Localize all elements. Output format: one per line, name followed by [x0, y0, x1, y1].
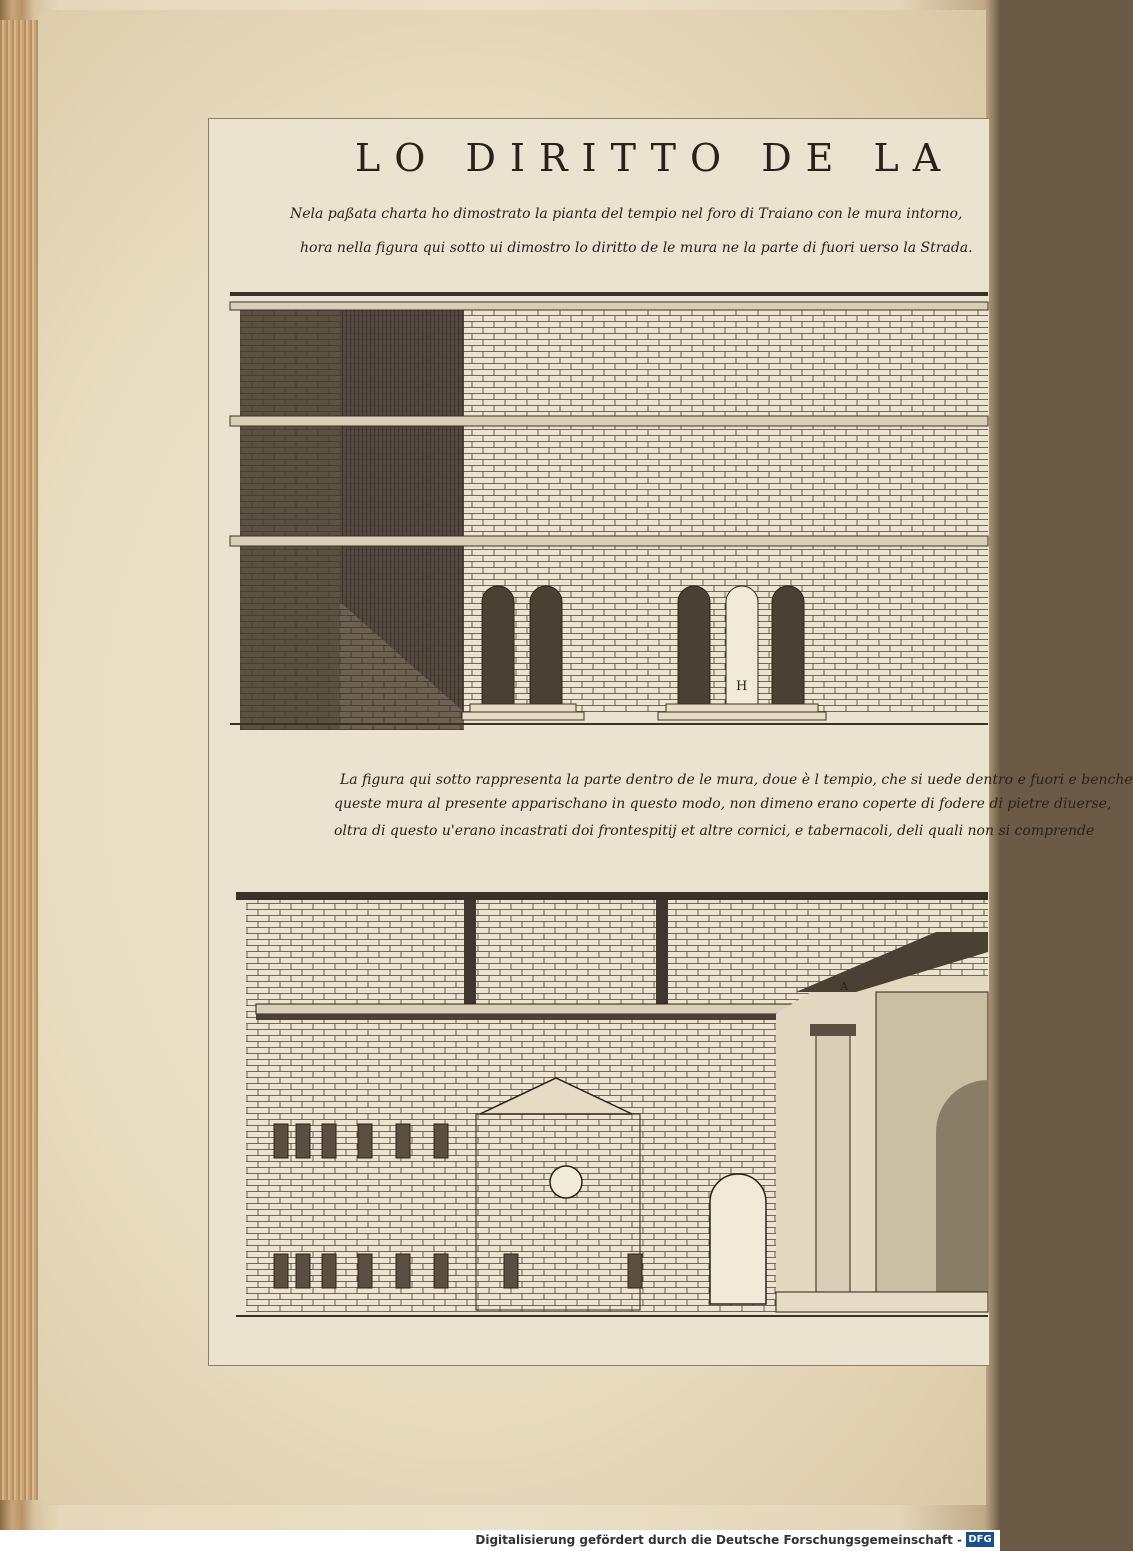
page-edges	[0, 20, 40, 1500]
caption-middle-line-3: oltra di questo u'erano incastrati doi frontespitij et altre cornici, e tabernacoli, deli quali non si comprende	[334, 823, 1095, 839]
caption-middle-line-1: La figura qui sotto rappresenta la parte dentro de le mura, doue è l tempio, che si uede dentro e fuori e benche	[340, 772, 1133, 788]
caption-top-line-1: Nela paßata charta ho dimostrato la pianta del tempio nel foro di Traiano con le mura intorno,	[290, 206, 963, 222]
label-a: A	[840, 980, 848, 993]
exterior-wall-elevation	[230, 292, 988, 734]
footer-credit: Digitalisierung gefördert durch die Deutsche Forschungsgemeinschaft -	[475, 1533, 962, 1547]
dfg-logo: DFG	[966, 1532, 994, 1547]
footer-bar	[0, 1530, 1000, 1551]
caption-middle-line-2: queste mura al presente apparischano in questo modo, non dimeno erano coperte di fodere di pietre diuerse,	[334, 796, 1112, 812]
label-h: H	[736, 679, 748, 694]
interior-wall-section	[236, 892, 988, 1332]
plate-title: LO DIRITTO DE LA	[355, 136, 955, 180]
caption-top-line-2: hora nella figura qui sotto ui dimostro lo diritto de le mura ne la parte di fuori uerso la Strada.	[300, 240, 973, 256]
